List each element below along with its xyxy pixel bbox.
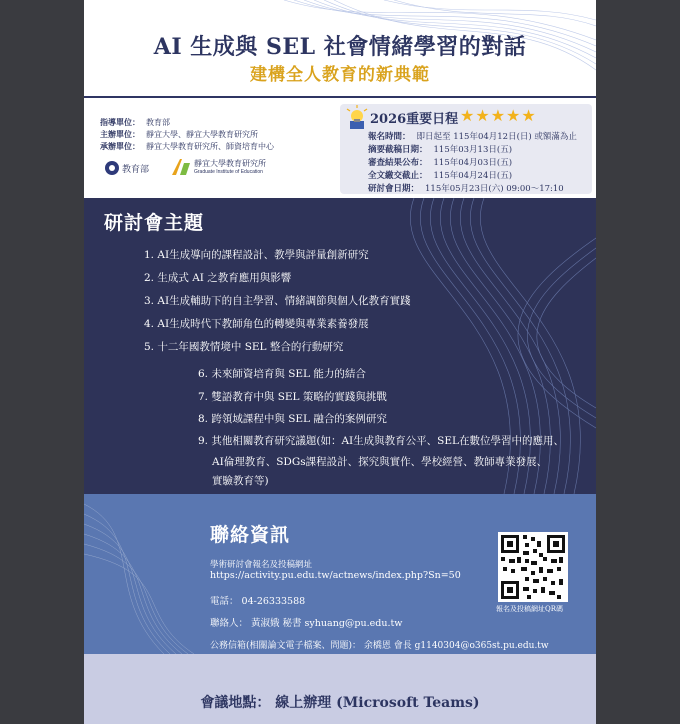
lightbulb-icon	[344, 104, 370, 130]
moe-emblem-icon	[104, 160, 120, 176]
schedule-value: 115年03月13日(五)	[433, 145, 513, 155]
organizer-row	[100, 117, 170, 128]
theme-item: 8. 跨領域課程中與 SEL 融合的案例研究	[198, 413, 387, 425]
organizer-label: 指導單位：	[100, 117, 140, 127]
contact-email: 公務信箱(相關論文電子檔案、問題)： 余橋恩 會長 g1140304@o365st.pu.edu.tw	[210, 641, 549, 651]
organizer-value: 教育部	[146, 118, 170, 127]
venue-text: 會議地點： 線上辦理 (Microsoft Teams)	[200, 695, 480, 711]
theme-item: 3. AI生成輔助下的自主學習、情緒調節與個人化教育實踐	[144, 295, 411, 307]
schedule-value: 115年04月03日(五)	[433, 158, 513, 168]
qr-caption: 報名及投稿網址QR碼	[496, 605, 564, 613]
theme-item: 2. 生成式 AI 之教育應用與影響	[144, 272, 292, 284]
contact-person: 聯絡人： 黃淑娥 秘書 syhuang@pu.edu.tw	[210, 618, 403, 629]
gie-logo-text-en: Graduate Institute of Education	[194, 169, 263, 175]
organizer-label: 主辦單位：	[100, 129, 140, 139]
registration-url-link[interactable]: https://activity.pu.edu.tw/actnews/index.php?Sn=50	[210, 570, 461, 581]
schedule-value: 115年05月23日(六) 09:00～17:10	[425, 184, 564, 194]
schedule-row	[368, 156, 512, 168]
theme-item-continued: 實驗教育等)	[212, 475, 269, 487]
schedule-row	[368, 169, 512, 181]
poster-title: AI 生成與 SEL 社會情緒學習的對話	[153, 34, 527, 60]
moe-logo-text: 教育部	[122, 165, 150, 175]
schedule-label: 報名時間：	[368, 132, 411, 142]
theme-item: 6. 未來師資培育與 SEL 能力的結合	[198, 368, 366, 380]
schedule-value: 即日起至 115年04月12日(日) 或額滿為止	[416, 132, 577, 142]
schedule-label: 審查結果公布：	[368, 158, 428, 168]
qr-code-icon[interactable]	[498, 532, 568, 602]
schedule-row	[368, 182, 564, 194]
poster-subtitle: 建構全人教育的新典範	[250, 65, 430, 85]
gie-emblem-icon	[170, 157, 192, 177]
organizer-value: 靜宜大學、靜宜大學教育研究所	[146, 130, 258, 139]
qr-code-pattern	[498, 532, 568, 602]
schedule-label: 摘要截稿日期：	[368, 145, 428, 155]
theme-item-continued: AI倫理教育、SDGs課程設計、探究與實作、學校經營、教師專業發展、	[212, 456, 548, 468]
organizer-row	[100, 141, 274, 152]
venue-band	[84, 654, 596, 724]
organizer-value: 靜宜大學教育研究所、師資培育中心	[146, 142, 274, 151]
rating-stars-icon: ★★★★★	[460, 106, 537, 125]
organizer-row	[100, 129, 258, 140]
schedule-row	[368, 143, 512, 155]
schedule-label: 全文繳交截止：	[368, 171, 428, 181]
schedule-value: 115年04月24日(五)	[433, 171, 513, 181]
header-divider	[84, 96, 596, 98]
organizer-label: 承辦單位：	[100, 141, 140, 151]
gie-logo-text: 靜宜大學教育研究所	[194, 159, 266, 168]
themes-title: 研討會主題	[104, 212, 205, 234]
schedule-title: 2026重要日程	[370, 112, 459, 127]
schedule-row	[368, 130, 577, 142]
theme-item: 9. 其他相關教育研究議題(如：AI生成與教育公平、SEL在數位學習中的應用、	[198, 435, 565, 447]
theme-item: 1. AI生成導向的課程設計、教學與評量創新研究	[144, 249, 369, 261]
theme-item: 5. 十二年國教情境中 SEL 整合的行動研究	[144, 341, 344, 353]
schedule-label: 研討會日期：	[368, 184, 420, 194]
contact-phone: 電話： 04-26333588	[210, 596, 306, 607]
theme-item: 4. AI生成時代下教師角色的轉變與專業素養發展	[144, 318, 369, 330]
theme-item: 7. 雙語教育中與 SEL 策略的實踐與挑戰	[198, 391, 387, 403]
registration-label: 學術研討會報名及投稿網址	[210, 560, 313, 570]
contact-title: 聯絡資訊	[210, 524, 291, 546]
